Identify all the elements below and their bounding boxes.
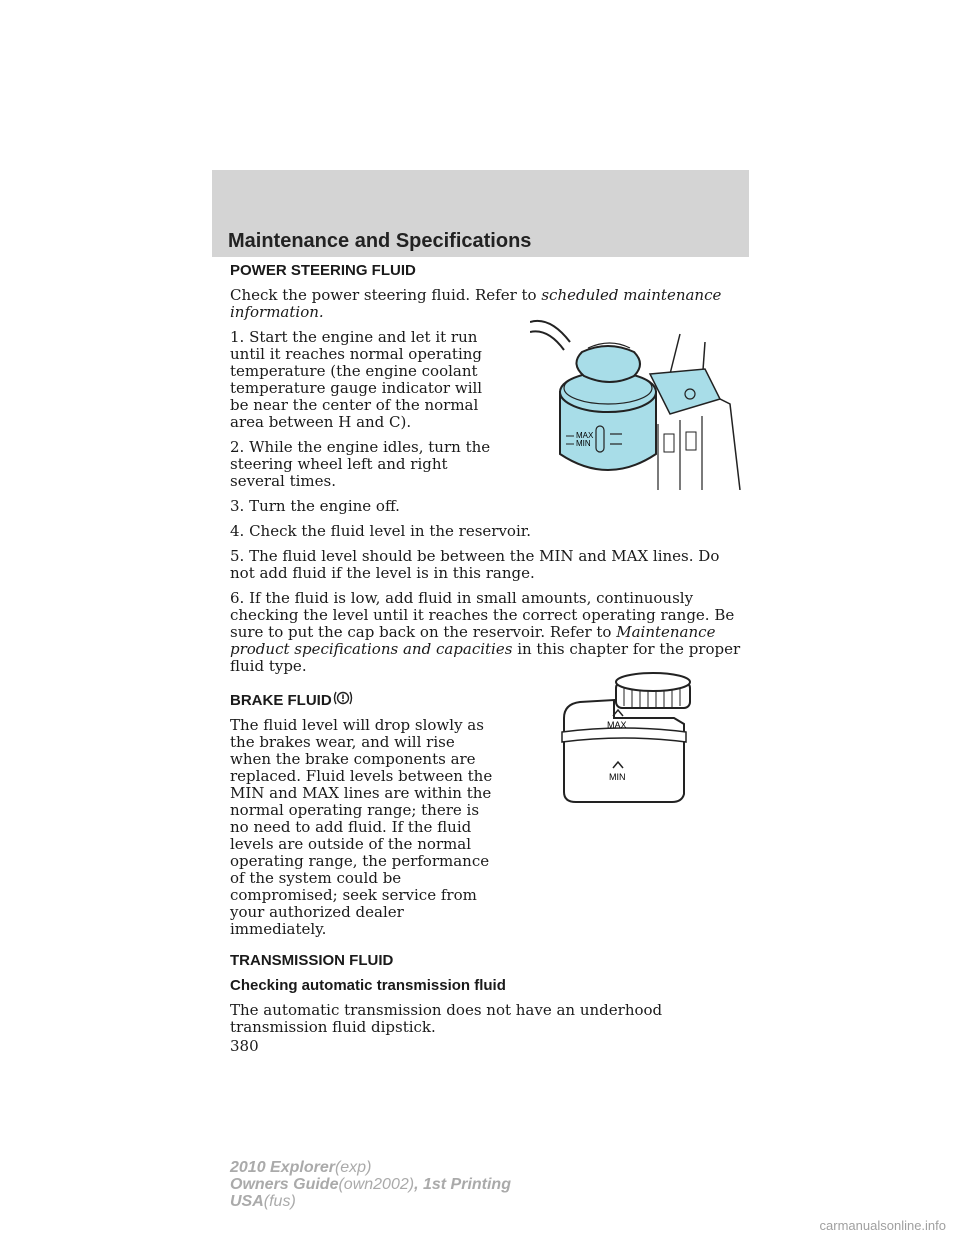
brake-fluid-text: The fluid level will drop slowly as the brakes wear, and will rise when the brake components are replaced. Fluid levels between the MIN and MAX lines are within the normal operating range; there is no need to add fluid. If the fluid levels are outside of the normal operating range, the performance of the system could be compromised; seek service from your authorized dealer immediately. bbox=[230, 716, 493, 938]
step-1: 1. Start the engine and let it run until it reaches normal operating temperature (the engine coolant temperature gauge indicator will be near the center of the normal area between H and C). bbox=[230, 328, 483, 431]
brake-warning-icon bbox=[333, 689, 353, 707]
reservoir-max-label: MAX bbox=[576, 431, 594, 440]
step-4: 4. Check the fluid level in the reservoir. bbox=[230, 522, 532, 540]
scheduled-maintenance-reference: scheduled maintenance information. bbox=[230, 286, 722, 321]
brake-min-label: MIN bbox=[609, 772, 626, 782]
transmission-subheading: Checking automatic transmission fluid bbox=[230, 977, 506, 994]
power-steering-reservoir-illustration bbox=[530, 314, 748, 490]
page-content bbox=[230, 262, 748, 1055]
brake-reservoir-illustration bbox=[554, 668, 694, 806]
watermark: carmanualsonline.info bbox=[819, 1218, 946, 1233]
transmission-text: The automatic transmission does not have an underhood transmission fluid dipstick. bbox=[230, 1001, 663, 1036]
brake-fluid-heading: BRAKE FLUID bbox=[230, 689, 748, 709]
document-footer: 2010 Explorer(exp) Owners Guide(own2002), 1st Printing USA(fus) bbox=[230, 1159, 511, 1210]
step-2: 2. While the engine idles, turn the steering wheel left and right several times. bbox=[230, 438, 491, 490]
step-5: 5. The fluid level should be between the MIN and MAX lines. Do not add fluid if the level is in this range. bbox=[230, 547, 720, 582]
section-title: Maintenance and Specifications bbox=[228, 230, 532, 252]
step-6: 6. If the fluid is low, add fluid in small amounts, continuously checking the level until it reaches the correct operating range. Be sure to put the cap back on the reservoir. Refer to Maintenance product specifications and capacities in this chapter for the proper fluid type. bbox=[230, 589, 741, 675]
product-specifications-reference: Maintenance product specifications and capacities bbox=[230, 623, 716, 658]
transmission-fluid-heading: TRANSMISSION FLUID bbox=[230, 952, 394, 969]
power-steering-heading: POWER STEERING FLUID bbox=[230, 262, 416, 279]
page-number: 380 bbox=[230, 1037, 259, 1055]
step-3: 3. Turn the engine off. bbox=[230, 497, 400, 515]
reservoir-min-label: MIN bbox=[576, 439, 591, 448]
brake-max-label: MAX bbox=[607, 720, 627, 730]
power-steering-intro: Check the power steering fluid. Refer to scheduled maintenance information. bbox=[230, 286, 722, 321]
section-header-band bbox=[212, 170, 749, 257]
